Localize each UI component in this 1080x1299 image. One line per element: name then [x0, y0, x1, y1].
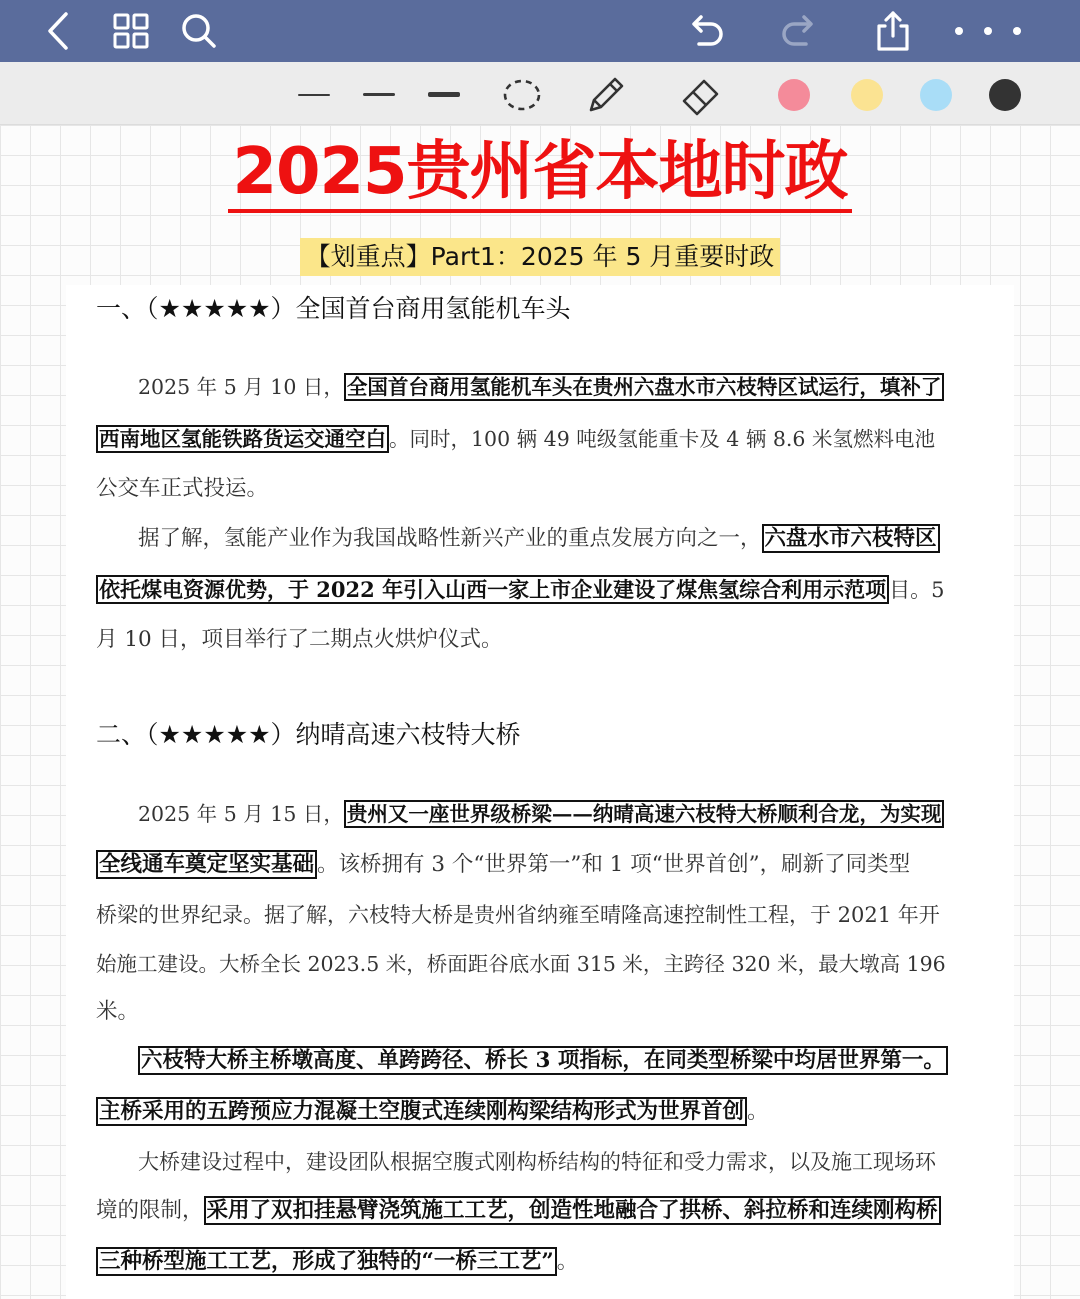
paragraph-line: 2025 年 5 月 15 日， 贵州又一座世界级桥梁——纳晴高速六枝特大桥顺利合龙，为实现	[138, 795, 952, 833]
highlighted-text: 主桥采用的五跨预应力混凝土空腹式连续刚构梁结构形式为世界首创	[96, 1097, 747, 1126]
undo-icon[interactable]	[683, 8, 729, 54]
share-icon[interactable]	[870, 8, 916, 54]
paragraph-line	[138, 1042, 952, 1080]
grid-icon[interactable]	[108, 8, 154, 54]
search-icon[interactable]	[176, 8, 222, 54]
highlighted-text: 六盘水市六枝特区	[762, 524, 940, 553]
highlighted-text: 三种桥型施工工艺，形成了独特的“一桥三工艺”	[96, 1247, 557, 1276]
thick-line-tool[interactable]	[428, 82, 460, 108]
thin-line-tool[interactable]	[298, 82, 330, 108]
paragraph-line: 始施工建设。大桥全长 2023.5 米，桥面距谷底水面 315 米，主跨径 320 米，最大墩高 196	[96, 952, 946, 976]
lasso-select-icon[interactable]	[502, 76, 542, 114]
paragraph-line: 西南地区氢能铁路货运交通空白 。同时，100 辆 49 吨级氢能重卡及 4 辆 8.6 米氢燃料电池	[96, 420, 952, 458]
back-icon[interactable]	[36, 8, 82, 54]
highlighted-text: 六枝特大桥主桥墩高度、单跨跨径、桥长 3 项指标，在同类型桥梁中均居世界第一。	[138, 1046, 948, 1075]
drawing-toolbar	[0, 62, 1080, 125]
section-heading-2: 二、（★★★★★）纳晴高速六枝特大桥	[96, 720, 521, 749]
paragraph-line: 公交车正式投运。	[96, 476, 269, 501]
eraser-icon[interactable]	[680, 74, 722, 116]
blue-color-swatch[interactable]	[920, 79, 952, 111]
paragraph-line: 米。	[96, 999, 140, 1024]
paragraph-line: 境的限制， 采用了双扣挂悬臂浇筑施工工艺，创造性地融合了拱桥、斜拉桥和连续刚构桥	[96, 1192, 952, 1230]
highlighted-text: 西南地区氢能铁路货运交通空白	[96, 425, 389, 453]
more-icon[interactable]	[950, 8, 1026, 54]
black-color-swatch[interactable]	[989, 79, 1021, 111]
paragraph-line: 依托煤电资源优势，于 2022 年引入山西一家上市企业建设了煤焦氢综合利用示范项 目。5	[96, 571, 952, 609]
document-title: 2025贵州省本地时政	[0, 132, 1080, 212]
paragraph-line: 据了解，氢能产业作为我国战略性新兴产业的重点发展方向之一， 六盘水市六枝特区	[138, 520, 952, 558]
highlighted-text: 全国首台商用氢能机车头在贵州六盘水市六枝特区试运行，填补了	[344, 373, 945, 401]
yellow-color-swatch[interactable]	[851, 79, 883, 111]
section-heading-1: 一、（★★★★★）全国首台商用氢能机车头	[96, 294, 571, 323]
redo-icon[interactable]	[776, 8, 822, 54]
highlighted-text: 采用了双扣挂悬臂浇筑施工工艺，创造性地融合了拱桥、斜拉桥和连续刚构桥	[204, 1196, 941, 1225]
document-subtitle: 【划重点】Part1：2025 年 5 月重要时政	[300, 238, 781, 276]
paragraph-line: 全线通车奠定坚实基础 。该桥拥有 3 个“世界第一”和 1 项“世界首创”，刷新了同类型	[96, 846, 952, 884]
paragraph-line: 大桥建设过程中，建设团队根据空腹式刚构桥结构的特征和受力需求，以及施工现场环	[138, 1150, 936, 1174]
paragraph-line: 三种桥型施工工艺，形成了独特的“一桥三工艺” 。	[96, 1243, 952, 1281]
highlighted-text: 贵州又一座世界级桥梁——纳晴高速六枝特大桥顺利合龙，为实现	[344, 800, 945, 828]
medium-line-tool[interactable]	[363, 82, 395, 108]
highlighted-text: 依托煤电资源优势，于 2022 年引入山西一家上市企业建设了煤焦氢综合利用示范项	[96, 575, 889, 604]
pink-color-swatch[interactable]	[778, 79, 810, 111]
paragraph-line: 桥梁的世界纪录。据了解，六枝特大桥是贵州省纳雍至晴隆高速控制性工程，于 2021 年开	[96, 903, 940, 927]
highlighted-text: 全线通车奠定坚实基础	[96, 850, 317, 879]
pencil-icon[interactable]	[585, 74, 627, 116]
paragraph-line: 主桥采用的五跨预应力混凝土空腹式连续刚构梁结构形式为世界首创 。	[96, 1093, 952, 1131]
top-nav-bar	[0, 0, 1080, 62]
paragraph-line: 2025 年 5 月 10 日， 全国首台商用氢能机车头在贵州六盘水市六枝特区试运行，填补了	[138, 368, 952, 406]
paragraph-line: 月 10 日，项目举行了二期点火烘炉仪式。	[96, 627, 503, 652]
